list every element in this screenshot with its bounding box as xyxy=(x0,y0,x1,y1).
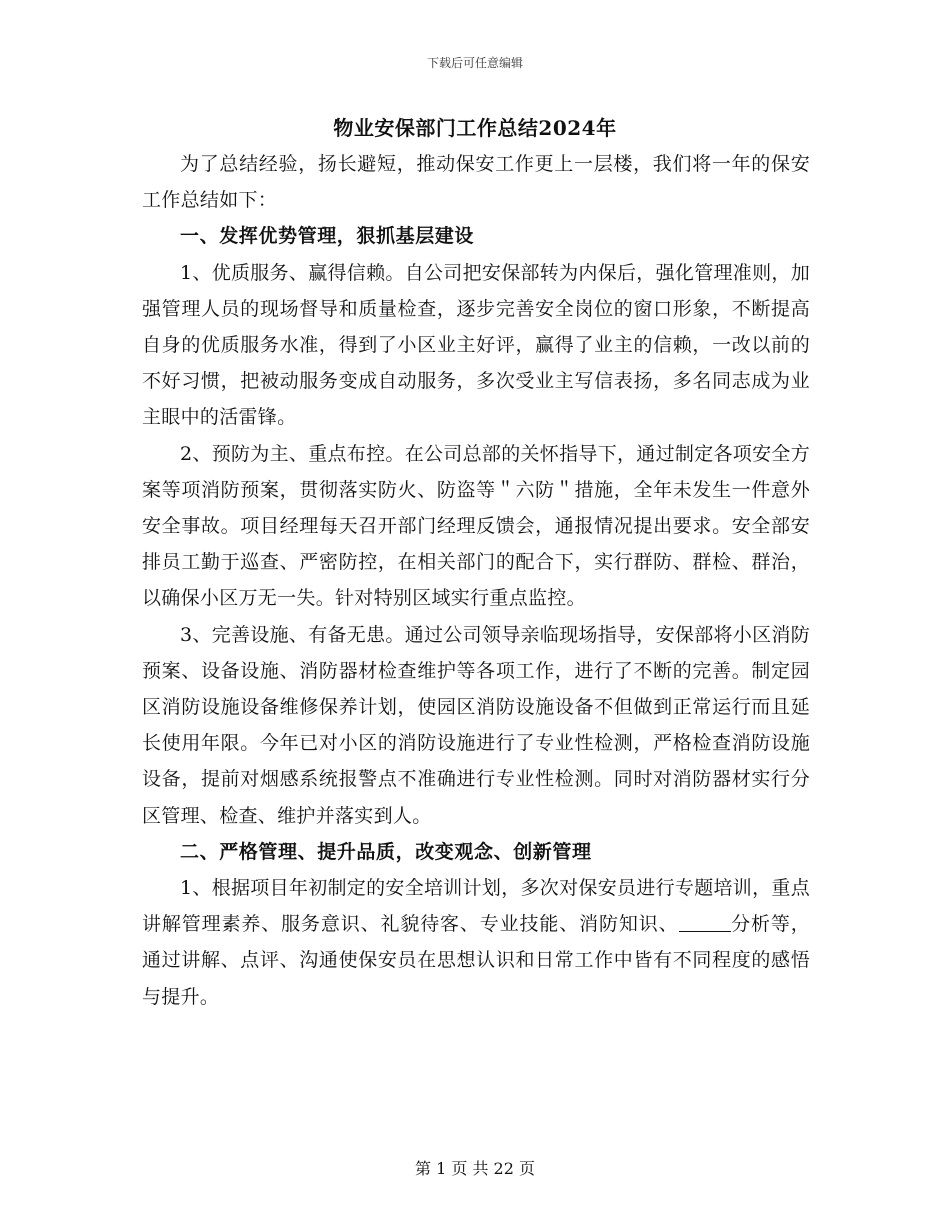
section-1-paragraph-3: 3、完善设施、有备无患。通过公司领导亲临现场指导，安保部将小区消防预案、设备设施、消防器材检查维护等各项工作，进行了不断的完善。制定园区消防设施设备维修保养计划，使园区消防设施设备不但做到正常运行而且延长使用年限。今年已对小区的消防设施进行了专业性检测，严格检查消防设施设备，提前对烟感系统报警点不准确进行专业性检测。同时对消防器材实行分区管理、检查、维护并落实到人。 xyxy=(142,623,810,827)
section-2-paragraph-1-part-a: 1、根据项目年初制定的安全培训计划，多次对保安员进行专题培训，重点讲解管理素养、服务意识、礼貌待客、专业技能、消防知识、 xyxy=(142,877,810,936)
fill-in-blank xyxy=(679,912,731,932)
section-1-paragraph-2: 2、预防为主、重点布控。在公司总部的关怀指导下，通过制定各项安全方案等项消防预案，贯彻落实防火、防盗等＂六防＂措施，全年未发生一件意外安全事故。项目经理每天召开部门经理反馈会，通报情况提出要求。安全部安排员工勤于巡查、严密防控，在相关部门的配合下，实行群防、群检、群治，以确保小区万无一失。针对特别区域实行重点监控。 xyxy=(142,442,810,610)
document-title: 物业安保部门工作总结2024年 xyxy=(333,116,617,140)
page-number: 第 1 页 共 22 页 xyxy=(415,1159,535,1178)
section-2-paragraph-1-part-b: 分析等，通过讲解、点评、沟通使保安员在思想认识和日常工作中皆有不同程度的感悟与提升。 xyxy=(142,913,810,1008)
section-1-heading: 一、发挥优势管理，狠抓基层建设 xyxy=(180,225,475,248)
header-note: 下载后可任意编辑 xyxy=(426,56,523,70)
section-2-paragraph-1 xyxy=(142,870,810,1015)
intro-paragraph: 为了总结经验，扬长避短，推动保安工作更上一层楼，我们将一年的保安工作总结如下： xyxy=(142,153,810,212)
document-body xyxy=(142,146,810,1015)
section-2-heading: 二、严格管理、提升品质，改变观念、创新管理 xyxy=(180,840,592,863)
section-1-paragraph-1: 1、优质服务、赢得信赖。自公司把安保部转为内保后，强化管理准则，加强管理人员的现场督导和质量检查，逐步完善安全岗位的窗口形象，不断提高自身的优质服务水准，得到了小区业主好评，赢得了业主的信赖，一改以前的不好习惯，把被动服务变成自动服务，多次受业主写信表扬，多名同志成为业主眼中的活雷锋。 xyxy=(142,261,810,429)
